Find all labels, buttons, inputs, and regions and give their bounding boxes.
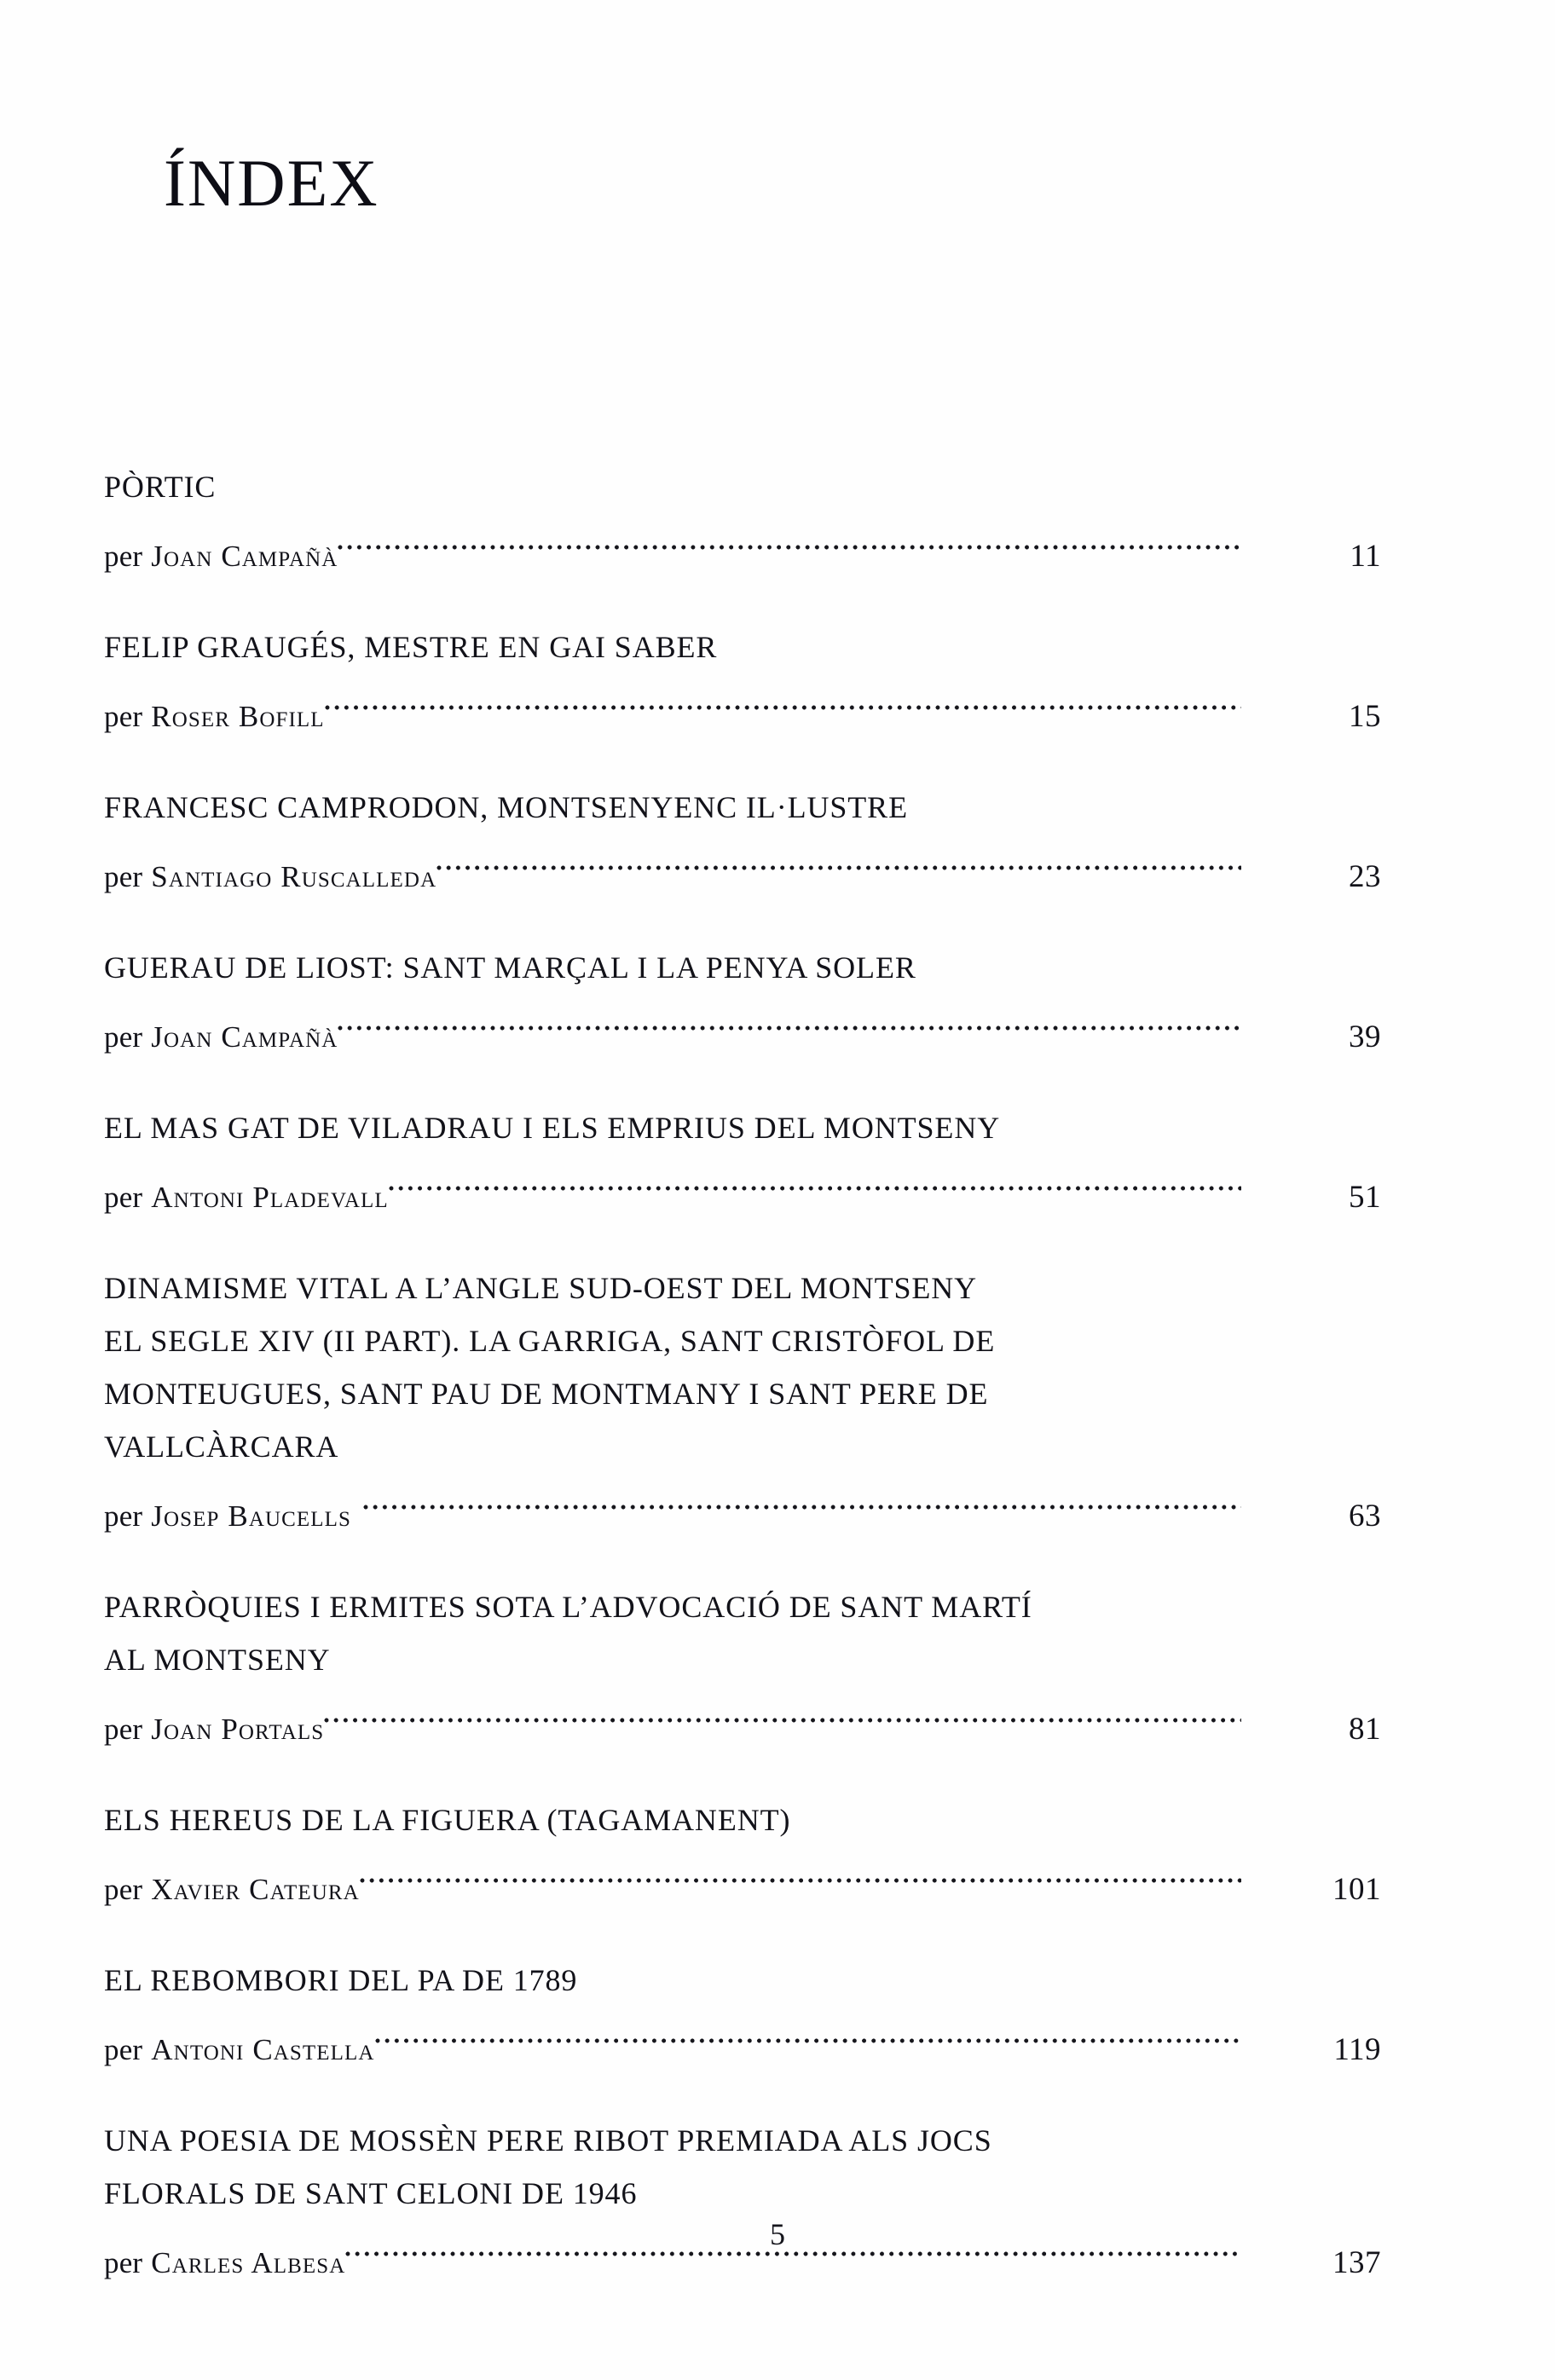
toc-entry-title-line: FELIP GRAUGÉS, MESTRE EN GAI SABER — [104, 630, 718, 664]
toc-entry-title-line: DINAMISME VITAL A L’ANGLE SUD-OEST DEL MONTSENY — [104, 1271, 978, 1305]
toc-entry-author: Santiago Ruscalleda — [151, 860, 437, 893]
toc-entry-author: Joan Campañà — [151, 540, 338, 573]
toc-entry-title-line: MONTEUGUES, SANT PAU DE MONTMANY I SANT PERE DE — [104, 1377, 989, 1411]
toc-entry-page-number: 15 — [1349, 699, 1381, 734]
toc-entry-title-line: ELS HEREUS DE LA FIGUERA (TAGAMANENT) — [104, 1803, 791, 1837]
toc-entry-title-line: UNA POESIA DE MOSSÈN PERE RIBOT PREMIADA ALS JOCS — [104, 2123, 992, 2158]
toc-entry[interactable] — [104, 460, 1400, 583]
toc-entry-title-line: PARRÒQUIES I ERMITES SOTA L’ADVOCACIÓ DE SANT MARTÍ — [104, 1590, 1032, 1624]
toc-entry-page-number: 81 — [1349, 1712, 1381, 1747]
toc-entry-page-number: 51 — [1349, 1180, 1381, 1215]
toc-entry-byline-row — [104, 1846, 1400, 1916]
byline-prefix: per — [104, 540, 143, 573]
table-of-contents — [104, 460, 1400, 2327]
toc-entry[interactable] — [104, 941, 1400, 1064]
byline-prefix: per — [104, 1873, 143, 1906]
byline-prefix: per — [104, 1499, 143, 1533]
toc-entry-title-line: FLORALS DE SANT CELONI DE 1946 — [104, 2176, 638, 2210]
toc-entry-byline-row — [104, 1154, 1400, 1224]
toc-entry-byline-row — [104, 673, 1400, 743]
toc-entry-author: Joan Portals — [151, 1713, 325, 1746]
dot-leader — [324, 1686, 1241, 1739]
toc-entry[interactable] — [104, 1101, 1400, 1224]
dot-leader — [338, 994, 1241, 1047]
dot-leader — [338, 513, 1241, 566]
toc-entry[interactable] — [104, 1580, 1400, 1756]
toc-entry-byline-row — [104, 2007, 1400, 2077]
page-title: ÍNDEX — [164, 146, 379, 220]
dot-leader — [375, 2007, 1241, 2059]
toc-entry-page-number: 11 — [1350, 539, 1381, 574]
byline-prefix: per — [104, 1181, 143, 1214]
toc-entry-byline-row — [104, 513, 1400, 583]
byline-prefix: per — [104, 700, 143, 733]
toc-entry-byline-row — [104, 1473, 1400, 1543]
toc-entry-page-number: 137 — [1332, 2245, 1381, 2280]
toc-entry[interactable] — [104, 1954, 1400, 2077]
toc-entry[interactable] — [104, 621, 1400, 743]
dot-leader — [389, 1154, 1241, 1207]
toc-entry-title-line: EL SEGLE XIV (II PART). LA GARRIGA, SANT CRISTÒFOL DE — [104, 1324, 996, 1358]
byline-prefix: per — [104, 2033, 143, 2066]
toc-entry-author: Xavier Cateura — [151, 1873, 360, 1906]
toc-entry-title-line: FRANCESC CAMPRODON, MONTSENYENC IL·LUSTRE — [104, 790, 908, 824]
toc-entry-byline-row — [104, 834, 1400, 904]
toc-entry-title-line: PÒRTIC — [104, 470, 217, 504]
toc-entry-page-number: 63 — [1349, 1499, 1381, 1534]
toc-entry-author: Josep Baucells — [151, 1499, 352, 1533]
toc-entry-page-number: 23 — [1349, 859, 1381, 894]
toc-entry[interactable] — [104, 1262, 1400, 1543]
toc-entry[interactable] — [104, 781, 1400, 904]
toc-entry-author: Joan Campañà — [151, 1020, 338, 1054]
toc-entry-author: Antoni Pladevall — [151, 1181, 389, 1214]
toc-entry-byline-row — [104, 994, 1400, 1064]
toc-entry-author: Antoni Castella — [151, 2033, 375, 2066]
toc-entry[interactable] — [104, 1794, 1400, 1916]
byline-prefix: per — [104, 2246, 143, 2279]
dot-leader — [351, 1473, 1241, 1526]
dot-leader — [325, 673, 1241, 726]
toc-entry-page-number: 119 — [1333, 2032, 1381, 2067]
byline-prefix: per — [104, 1020, 143, 1054]
toc-entry-title-line: GUERAU DE LIOST: SANT MARÇAL I LA PENYA SOLER — [104, 950, 916, 985]
folio-page-number: 5 — [770, 2217, 785, 2251]
byline-prefix: per — [104, 1713, 143, 1746]
dot-leader — [360, 1846, 1241, 1899]
toc-entry-page-number: 39 — [1349, 1020, 1381, 1054]
toc-entry-title-line: EL MAS GAT DE VILADRAU I ELS EMPRIUS DEL MONTSENY — [104, 1111, 1001, 1145]
byline-prefix: per — [104, 860, 143, 893]
toc-entry-author: Roser Bofill — [151, 700, 325, 733]
toc-entry-author: Carles Albesa — [151, 2246, 346, 2279]
toc-entry-title-line: AL MONTSENY — [104, 1643, 331, 1677]
toc-entry-page-number: 101 — [1332, 1872, 1381, 1907]
toc-entry[interactable] — [104, 2114, 1400, 2290]
toc-entry-title-line: EL REBOMBORI DEL PA DE 1789 — [104, 1963, 578, 1997]
toc-entry-byline-row — [104, 1686, 1400, 1756]
dot-leader — [436, 834, 1241, 887]
toc-entry-title-line: VALLCÀRCARA — [104, 1430, 339, 1464]
